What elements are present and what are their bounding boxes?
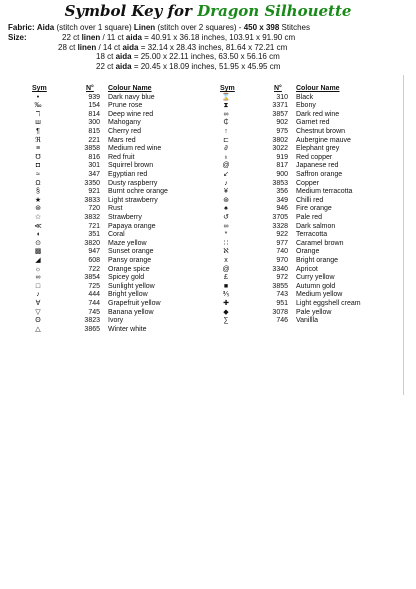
- thread-number-cell: 977: [276, 239, 288, 247]
- symbol-cell: ¶: [36, 128, 40, 135]
- symbol-cell: @: [222, 265, 230, 273]
- right-header-sym: Sym: [220, 85, 235, 92]
- thread-number-cell: 221: [88, 136, 100, 144]
- symbol-cell: ◆: [223, 308, 229, 316]
- colour-name-cell: Winter white: [108, 325, 147, 333]
- thread-number-cell: 3865: [84, 325, 100, 333]
- symbol-cell: ◘: [35, 162, 41, 170]
- colour-name-cell: Papaya orange: [108, 222, 156, 230]
- thread-number-cell: 3857: [272, 110, 288, 118]
- thread-number-cell: 725: [88, 282, 100, 290]
- thread-number-cell: 3820: [84, 239, 100, 247]
- symbol-cell: x: [224, 257, 228, 264]
- size-row: [96, 52, 280, 62]
- symbol-cell: □: [35, 282, 41, 290]
- thread-number-cell: 347: [88, 171, 100, 178]
- thread-number-cell: 3853: [272, 179, 288, 187]
- symbol-cell: ☼: [34, 265, 42, 273]
- thread-number-cell: 939: [88, 93, 100, 101]
- size-count: 18 ct: [96, 52, 116, 62]
- thread-number-cell: 817: [276, 162, 288, 170]
- colour-name-cell: Pansy orange: [108, 257, 152, 264]
- right-header-colour-name: Colour Name: [296, 85, 340, 92]
- symbol-cell: ■: [223, 282, 229, 290]
- size-material-2: aida: [125, 33, 142, 42]
- colour-name-cell: Pale red: [296, 214, 323, 221]
- colour-name-cell: Chilli red: [296, 196, 324, 204]
- thread-number-cell: 3705: [272, 214, 288, 221]
- symbol-cell: *: [224, 231, 228, 239]
- size-separator: / 11 ct: [100, 33, 126, 42]
- symbol-cell: ⊛: [223, 196, 229, 204]
- thread-number-cell: 3832: [84, 214, 100, 221]
- thread-number-cell: 746: [276, 317, 288, 325]
- thread-number-cell: 3078: [272, 308, 288, 316]
- colour-name-cell: Curry yellow: [296, 274, 335, 282]
- size-count: 22 ct: [62, 33, 82, 42]
- symbol-cell: ⊏: [223, 136, 229, 144]
- colour-name-cell: Light eggshell cream: [296, 300, 361, 307]
- fabric-label: Fabric:: [8, 23, 35, 32]
- thread-number-cell: 902: [276, 119, 288, 127]
- symbol-cell: ★: [34, 196, 42, 204]
- thread-number-cell: 608: [88, 257, 100, 264]
- thread-number-cell: 947: [88, 248, 100, 256]
- symbol-cell: £: [224, 274, 228, 282]
- symbol-cell: ∞: [35, 274, 41, 282]
- colour-name-cell: Rust: [108, 205, 123, 213]
- size-row: [58, 43, 287, 53]
- thread-number-cell: 349: [276, 196, 288, 204]
- thread-number-cell: 351: [88, 231, 100, 239]
- size-dimensions: = 32.14 x 28.43 inches, 81.64 x 72.21 cm: [138, 42, 288, 52]
- colour-name-cell: Egyptian red: [108, 171, 148, 178]
- symbol-cell: ♪: [224, 179, 228, 187]
- colour-name-cell: Chestnut brown: [296, 128, 346, 135]
- thread-number-cell: 720: [88, 205, 100, 213]
- symbol-cell: ⧗: [223, 102, 229, 110]
- thread-number-cell: 970: [276, 257, 288, 264]
- thread-number-cell: 3833: [84, 196, 100, 204]
- left-header-sym: Sym: [32, 85, 47, 92]
- thread-number-cell: 3350: [84, 179, 100, 187]
- symbol-cell: ◢: [35, 257, 41, 264]
- thread-number-cell: 3858: [84, 145, 100, 153]
- colour-name-cell: Japanese red: [296, 162, 339, 170]
- symbol-cell: ≈: [36, 171, 40, 178]
- colour-name-cell: Ivory: [108, 317, 124, 325]
- size-dimensions: = 20.45 x 18.09 inches, 51.95 x 45.95 cm: [131, 61, 281, 71]
- colour-name-cell: Cherry red: [108, 128, 142, 135]
- title-part1: Symbol Key for: [64, 2, 192, 20]
- size-label: Size:: [8, 33, 27, 42]
- thread-number-cell: 919: [276, 153, 288, 161]
- thread-number-cell: 721: [88, 222, 100, 230]
- colour-name-cell: Squirrel brown: [108, 162, 154, 170]
- colour-name-cell: Ebony: [296, 102, 316, 110]
- thread-number-cell: 815: [88, 128, 100, 135]
- colour-name-cell: Bright orange: [296, 257, 339, 264]
- symbol-cell: ∞: [223, 222, 229, 230]
- thread-number-cell: 740: [276, 248, 288, 256]
- colour-name-cell: Medium terracotta: [296, 188, 353, 196]
- colour-name-cell: Garnet red: [296, 119, 330, 127]
- size-material: linen: [77, 42, 97, 52]
- colour-name-cell: Strawberry: [108, 214, 142, 221]
- page-edge-line: [403, 75, 404, 395]
- size-row: [96, 62, 280, 72]
- symbol-cell: ⊙: [35, 239, 41, 247]
- colour-name-cell: Prune rose: [108, 102, 143, 110]
- thread-number-cell: 3371: [272, 102, 288, 110]
- colour-name-cell: Medium yellow: [296, 291, 343, 299]
- thread-number-cell: 3328: [272, 222, 288, 230]
- symbol-cell: ✚: [223, 300, 229, 307]
- colour-name-cell: Pale yellow: [296, 308, 332, 316]
- symbol-cell: ∞: [223, 110, 229, 118]
- colour-name-cell: Terracotta: [296, 231, 328, 239]
- colour-name-cell: Mahogany: [108, 119, 141, 127]
- symbol-cell: •: [36, 93, 40, 101]
- colour-name-cell: Dark salmon: [296, 222, 336, 230]
- thread-number-cell: 743: [276, 291, 288, 299]
- symbol-cell: ⊛: [35, 205, 41, 213]
- symbol-cell: ⌛: [221, 93, 231, 101]
- stitches-word: Stitches: [281, 23, 310, 32]
- symbol-cell: §: [36, 188, 40, 196]
- symbol-cell: ⅗: [222, 291, 230, 299]
- symbol-cell: Ω: [35, 179, 41, 187]
- symbol-cell: ∀: [35, 300, 41, 307]
- colour-name-cell: Light strawberry: [108, 196, 158, 204]
- thread-number-cell: 300: [88, 119, 100, 127]
- size-row: [62, 33, 295, 43]
- thread-number-cell: 3855: [272, 282, 288, 290]
- symbol-cell: △: [35, 325, 41, 333]
- thread-number-cell: 816: [88, 153, 100, 161]
- thread-number-cell: 3022: [272, 145, 288, 153]
- colour-name-cell: Dark red wine: [296, 110, 340, 118]
- colour-name-cell: Red fruit: [108, 153, 135, 161]
- symbol-cell: ◖: [35, 231, 41, 239]
- thread-number-cell: 814: [88, 110, 100, 118]
- colour-name-cell: Saffron orange: [296, 171, 343, 178]
- thread-number-cell: 951: [276, 300, 288, 307]
- symbol-cell: ≡: [35, 145, 41, 153]
- colour-name-cell: Banana yellow: [108, 308, 154, 316]
- colour-name-cell: Orange: [296, 248, 320, 256]
- symbol-cell: ♁: [223, 153, 229, 161]
- colour-name-cell: Fire orange: [296, 205, 332, 213]
- colour-name-cell: Deep wine red: [108, 110, 154, 118]
- size-count: 28 ct: [58, 42, 78, 52]
- thread-number-cell: 921: [88, 188, 100, 196]
- left-header-num: N°: [86, 85, 94, 92]
- size-material: aida: [115, 52, 132, 62]
- thread-number-cell: 3823: [84, 317, 100, 325]
- fabric-linen-note: (stitch over 2 squares) -: [157, 23, 242, 32]
- symbol-cell: ♠: [224, 205, 228, 213]
- symbol-cell: ∷: [223, 239, 229, 247]
- fabric-line: [8, 23, 310, 33]
- thread-number-cell: 3802: [272, 136, 288, 144]
- colour-name-cell: Mars red: [108, 136, 136, 144]
- thread-number-cell: 975: [276, 128, 288, 135]
- right-header-num: N°: [274, 85, 282, 92]
- colour-name-cell: Red copper: [296, 153, 333, 161]
- colour-name-cell: Maze yellow: [108, 239, 147, 247]
- thread-number-cell: 722: [88, 265, 100, 273]
- symbol-cell: ↺: [223, 214, 229, 221]
- colour-name-cell: Orange spice: [108, 265, 150, 273]
- symbol-cell: ш: [35, 119, 41, 127]
- thread-number-cell: 745: [88, 308, 100, 316]
- thread-number-cell: 310: [276, 93, 288, 101]
- symbol-cell: @: [222, 162, 230, 170]
- colour-name-cell: Bright yellow: [108, 291, 148, 299]
- symbol-cell: ℧: [35, 153, 41, 161]
- size-separator: / 14 ct: [96, 42, 123, 52]
- thread-number-cell: 922: [276, 231, 288, 239]
- thread-number-cell: 154: [88, 102, 100, 110]
- symbol-cell: ¥: [224, 188, 228, 196]
- stitch-count: 450 x 398: [243, 23, 280, 32]
- size-material: aida: [115, 61, 132, 71]
- thread-number-cell: 3340: [272, 265, 288, 273]
- fabric-aida-note: (stitch over 1 square): [56, 23, 132, 32]
- colour-name-cell: Vanillla: [296, 317, 319, 325]
- thread-number-cell: 972: [276, 274, 288, 282]
- colour-name-cell: Black: [296, 93, 314, 101]
- left-header-colour-name: Colour Name: [108, 85, 152, 92]
- colour-name-cell: Sunlight yellow: [108, 282, 155, 290]
- size-dimensions: = 25.00 x 22.11 inches, 63.50 x 56.16 cm: [131, 52, 280, 62]
- thread-number-cell: 946: [276, 205, 288, 213]
- symbol-cell: ♪: [36, 291, 40, 299]
- symbol-cell: ₵: [223, 119, 229, 127]
- page-title: [0, 2, 416, 20]
- colour-name-cell: Medium red wine: [108, 145, 162, 153]
- symbol-cell: ▩: [34, 248, 42, 256]
- colour-name-cell: Copper: [296, 179, 319, 187]
- fabric-aida: Aida: [36, 23, 55, 32]
- colour-name-cell: Sunset orange: [108, 248, 154, 256]
- symbol-cell: ↑: [224, 128, 228, 135]
- colour-name-cell: Elephant grey: [296, 145, 340, 153]
- symbol-cell: ∂: [224, 145, 228, 153]
- colour-name-cell: Caramel brown: [296, 239, 344, 247]
- thread-number-cell: 301: [88, 162, 100, 170]
- symbol-cell: ʘ: [35, 317, 41, 325]
- colour-name-cell: Grapefruit yellow: [108, 300, 161, 307]
- colour-name-cell: Coral: [108, 231, 125, 239]
- size-dimensions: = 40.91 x 36.18 inches, 103.91 x 91.90 cm: [141, 33, 296, 42]
- thread-number-cell: 3854: [84, 274, 100, 282]
- colour-name-cell: Dusty raspberry: [108, 179, 158, 187]
- size-material-2: aida: [122, 42, 139, 52]
- symbol-cell: ℵ: [223, 248, 229, 256]
- size-material: linen: [81, 33, 101, 42]
- colour-name-cell: Apricot: [296, 265, 318, 273]
- symbol-cell: ▽: [35, 308, 41, 316]
- symbol-cell: ℜ: [35, 136, 41, 144]
- symbol-cell: ℸ: [35, 110, 41, 118]
- colour-name-cell: Dark navy blue: [108, 93, 155, 101]
- fabric-linen: Linen: [133, 23, 156, 32]
- thread-number-cell: 900: [276, 171, 288, 178]
- symbol-cell: ‰: [34, 102, 42, 110]
- colour-name-cell: Aubergine mauve: [296, 136, 351, 144]
- size-count: 22 ct: [96, 61, 116, 71]
- symbol-cell: ↙: [223, 171, 229, 178]
- title-part2: Dragon Silhouette: [197, 2, 352, 20]
- symbol-cell: ≪: [34, 222, 42, 230]
- symbol-cell: ☆: [34, 214, 42, 221]
- thread-number-cell: 356: [276, 188, 288, 196]
- colour-name-cell: Autumn gold: [296, 282, 336, 290]
- symbol-cell: ∑: [223, 317, 229, 325]
- thread-number-cell: 444: [88, 291, 100, 299]
- thread-number-cell: 744: [88, 300, 100, 307]
- colour-name-cell: Burnt ochre orange: [108, 188, 168, 196]
- colour-name-cell: Spicey gold: [108, 274, 145, 282]
